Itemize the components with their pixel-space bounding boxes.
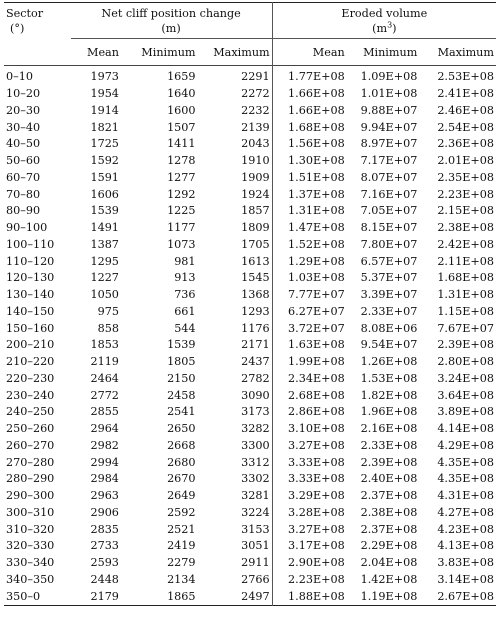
cell-net-minimum: 2419 <box>167 539 196 553</box>
sector-label: Sector <box>6 7 44 20</box>
cell-net-mean: 2772 <box>90 388 119 402</box>
cell-volume-minimum: 2.16E+08 <box>360 422 418 436</box>
cell-volume-mean: 2.23E+08 <box>272 572 347 589</box>
cell-volume-mean: 2.68E+08 <box>272 387 347 404</box>
cell-net-mean: 1725 <box>90 137 119 151</box>
cell-volume-mean: 1.37E+08 <box>272 186 347 203</box>
cell-sector: 310–320 <box>6 522 55 536</box>
table-row <box>4 103 496 120</box>
cell-volume-maximum: 4.13E+08 <box>437 539 494 553</box>
cell-volume-maximum: 4.35E+08 <box>437 455 494 469</box>
table-row <box>4 454 496 471</box>
cell-volume-maximum: 2.01E+08 <box>437 154 494 168</box>
cell-sector: 250–260 <box>6 422 55 436</box>
sector-header <box>4 3 71 66</box>
cell-volume-minimum: 2.40E+08 <box>360 472 418 486</box>
cell-net-mean: 2448 <box>90 572 119 586</box>
cell-volume-maximum: 2.39E+08 <box>437 338 494 352</box>
table-row <box>4 119 496 136</box>
cell-volume-minimum: 1.01E+08 <box>360 87 418 101</box>
table-body <box>4 66 496 606</box>
cell-sector: 60–70 <box>6 170 41 184</box>
cell-volume-minimum: 9.88E+07 <box>360 103 418 117</box>
cell-sector: 280–290 <box>6 472 55 486</box>
cell-volume-minimum: 8.08E+06 <box>360 321 418 335</box>
cell-net-minimum: 2458 <box>167 388 196 402</box>
table-row <box>4 438 496 455</box>
cell-net-mean: 1387 <box>90 237 119 251</box>
cell-volume-minimum: 2.38E+08 <box>360 505 418 519</box>
cell-sector: 230–240 <box>6 388 55 402</box>
cell-volume-minimum: 3.39E+07 <box>360 288 418 302</box>
cell-volume-maximum: 3.83E+08 <box>437 556 494 570</box>
table-row <box>4 270 496 287</box>
cell-net-maximum: 1924 <box>241 187 270 201</box>
cell-volume-minimum: 1.19E+08 <box>360 589 418 603</box>
cell-net-minimum: 661 <box>174 304 196 318</box>
cell-sector: 10–20 <box>6 87 41 101</box>
net-cliff-title: Net cliff position change <box>101 7 241 20</box>
cell-volume-maximum: 2.53E+08 <box>437 70 494 84</box>
cell-net-mean: 2906 <box>90 505 119 519</box>
table-row <box>4 337 496 354</box>
cell-volume-maximum: 4.14E+08 <box>437 422 494 436</box>
cell-sector: 270–280 <box>6 455 55 469</box>
cell-volume-minimum: 1.53E+08 <box>360 371 418 385</box>
cell-volume-minimum: 2.33E+08 <box>360 438 418 452</box>
cell-sector: 80–90 <box>6 204 41 218</box>
cell-net-maximum: 1705 <box>241 237 270 251</box>
table-row <box>4 421 496 438</box>
cell-volume-minimum: 9.54E+07 <box>360 338 418 352</box>
cell-volume-maximum: 3.14E+08 <box>437 572 494 586</box>
cell-net-minimum: 1659 <box>167 70 196 84</box>
cell-net-minimum: 1411 <box>167 137 196 151</box>
cell-net-minimum: 1277 <box>167 170 196 184</box>
cliff-erosion-table <box>4 2 496 606</box>
cell-volume-mean: 1.56E+08 <box>272 136 347 153</box>
table-row <box>4 320 496 337</box>
cell-net-mean: 1591 <box>90 170 119 184</box>
table-row <box>4 471 496 488</box>
cell-volume-maximum: 3.24E+08 <box>437 371 494 385</box>
table-row <box>4 354 496 371</box>
cell-volume-minimum: 7.17E+07 <box>360 154 418 168</box>
cell-net-mean: 975 <box>97 304 119 318</box>
table-row <box>4 371 496 388</box>
table-row <box>4 66 496 86</box>
cell-net-maximum: 1613 <box>241 254 270 268</box>
table-row <box>4 237 496 254</box>
cell-net-maximum: 1368 <box>241 288 270 302</box>
table-row <box>4 572 496 589</box>
cell-sector: 210–220 <box>6 355 55 369</box>
cell-net-maximum: 2782 <box>241 371 270 385</box>
cell-volume-minimum: 7.05E+07 <box>360 204 418 218</box>
cell-volume-mean: 1.66E+08 <box>272 86 347 103</box>
cell-volume-minimum: 2.39E+08 <box>360 455 418 469</box>
cell-net-minimum: 2650 <box>167 422 196 436</box>
eroded-volume-unit: $(m^3)$ <box>372 20 397 35</box>
cell-volume-minimum: 8.15E+07 <box>360 221 418 235</box>
cell-volume-mean: 3.33E+08 <box>272 471 347 488</box>
cell-volume-maximum: 1.68E+08 <box>437 271 494 285</box>
cell-sector: 100–110 <box>6 237 55 251</box>
cell-net-mean: 1539 <box>90 204 119 218</box>
table-row <box>4 203 496 220</box>
cell-volume-mean: 3.29E+08 <box>272 488 347 505</box>
cell-net-mean: 1606 <box>90 187 119 201</box>
cell-volume-mean: 3.27E+08 <box>272 438 347 455</box>
cell-volume-minimum: 2.29E+08 <box>360 539 418 553</box>
cell-volume-mean: 3.72E+07 <box>272 320 347 337</box>
cell-volume-minimum: 2.04E+08 <box>360 556 418 570</box>
cell-volume-minimum: 2.33E+07 <box>360 304 418 318</box>
table-row <box>4 153 496 170</box>
cell-net-mean: 1973 <box>90 70 119 84</box>
cell-volume-mean: 1.03E+08 <box>272 270 347 287</box>
cell-net-minimum: 1292 <box>167 187 196 201</box>
sector-unit: (°) <box>10 22 25 35</box>
cell-sector: 140–150 <box>6 304 55 318</box>
cell-net-maximum: 1293 <box>241 304 270 318</box>
cell-volume-maximum: 4.27E+08 <box>437 505 494 519</box>
cell-net-maximum: 3173 <box>241 405 270 419</box>
cell-sector: 320–330 <box>6 539 55 553</box>
cell-net-minimum: 1539 <box>167 338 196 352</box>
cell-net-maximum: 1910 <box>241 154 270 168</box>
cell-volume-minimum: 2.37E+08 <box>360 489 418 503</box>
cell-sector: 150–160 <box>6 321 55 335</box>
cell-net-maximum: 2291 <box>241 70 270 84</box>
cell-net-mean: 2963 <box>90 489 119 503</box>
cell-volume-maximum: 4.35E+08 <box>437 472 494 486</box>
cell-net-maximum: 3090 <box>241 388 270 402</box>
cell-volume-minimum: 9.94E+07 <box>360 120 418 134</box>
cell-net-minimum: 1640 <box>167 87 196 101</box>
table-row <box>4 505 496 522</box>
cell-volume-mean: 2.86E+08 <box>272 404 347 421</box>
cell-net-maximum: 3282 <box>241 422 270 436</box>
cell-volume-mean: 1.30E+08 <box>272 153 347 170</box>
cell-net-minimum: 2680 <box>167 455 196 469</box>
cell-net-maximum: 2043 <box>241 137 270 151</box>
cell-net-mean: 2982 <box>90 438 119 452</box>
cell-volume-maximum: 2.46E+08 <box>437 103 494 117</box>
table-row <box>4 304 496 321</box>
cell-volume-maximum: 2.54E+08 <box>437 120 494 134</box>
cell-sector: 340–350 <box>6 572 55 586</box>
net-cliff-unit: (m) <box>161 22 181 35</box>
cell-volume-minimum: 5.37E+07 <box>360 271 418 285</box>
cell-net-maximum: 1909 <box>241 170 270 184</box>
cell-volume-maximum: 3.64E+08 <box>437 388 494 402</box>
table-row <box>4 86 496 103</box>
cell-net-mean: 1227 <box>90 271 119 285</box>
cell-volume-maximum: 2.36E+08 <box>437 137 494 151</box>
cell-net-maximum: 1176 <box>241 321 270 335</box>
col-header-net-mean: Mean <box>86 45 119 59</box>
cell-net-maximum: 3312 <box>241 455 270 469</box>
cell-net-maximum: 3224 <box>241 505 270 519</box>
cell-net-maximum: 3051 <box>241 539 270 553</box>
cell-volume-mean: 1.88E+08 <box>272 588 347 605</box>
cell-volume-mean: 1.31E+08 <box>272 203 347 220</box>
cell-volume-maximum: 1.31E+08 <box>437 288 494 302</box>
cell-net-mean: 2119 <box>90 355 119 369</box>
cell-net-maximum: 2232 <box>241 103 270 117</box>
table-row <box>4 136 496 153</box>
cell-net-minimum: 2279 <box>167 556 196 570</box>
cell-net-maximum: 2272 <box>241 87 270 101</box>
cell-sector: 110–120 <box>6 254 55 268</box>
cell-volume-mean: 2.34E+08 <box>272 371 347 388</box>
cell-net-mean: 1853 <box>90 338 119 352</box>
cell-net-mean: 2855 <box>90 405 119 419</box>
cell-net-minimum: 981 <box>174 254 196 268</box>
table-row <box>4 220 496 237</box>
cell-volume-maximum: 4.29E+08 <box>437 438 494 452</box>
cell-net-mean: 2179 <box>90 589 119 603</box>
cell-sector: 20–30 <box>6 103 41 117</box>
cell-net-maximum: 3302 <box>241 472 270 486</box>
cell-net-mean: 1295 <box>90 254 119 268</box>
table-row <box>4 521 496 538</box>
cell-net-maximum: 2139 <box>241 120 270 134</box>
cell-net-maximum: 3153 <box>241 522 270 536</box>
cell-net-mean: 1050 <box>90 288 119 302</box>
table-row <box>4 488 496 505</box>
cell-volume-mean: 3.10E+08 <box>272 421 347 438</box>
table-header <box>4 3 496 66</box>
col-header-volume-mean: Mean <box>272 39 347 66</box>
cell-net-minimum: 2670 <box>167 472 196 486</box>
cell-volume-mean: 1.63E+08 <box>272 337 347 354</box>
table-row <box>4 555 496 572</box>
cell-net-minimum: 1600 <box>167 103 196 117</box>
col-header-volume-minimum: Minimum <box>363 45 418 59</box>
cell-sector: 70–80 <box>6 187 41 201</box>
table-row <box>4 387 496 404</box>
cell-sector: 120–130 <box>6 271 55 285</box>
cell-sector: 300–310 <box>6 505 55 519</box>
cell-volume-minimum: 8.07E+07 <box>360 170 418 184</box>
cell-net-mean: 2994 <box>90 455 119 469</box>
cell-net-minimum: 2134 <box>167 572 196 586</box>
cell-net-maximum: 3281 <box>241 489 270 503</box>
cell-sector: 50–60 <box>6 154 41 168</box>
cell-volume-minimum: 7.16E+07 <box>360 187 418 201</box>
cell-net-mean: 1491 <box>90 221 119 235</box>
cell-volume-mean: 1.47E+08 <box>272 220 347 237</box>
cell-volume-minimum: 1.96E+08 <box>360 405 418 419</box>
cell-volume-mean: 7.77E+07 <box>272 287 347 304</box>
cell-volume-mean: 3.33E+08 <box>272 454 347 471</box>
cell-volume-mean: 1.66E+08 <box>272 103 347 120</box>
cell-net-maximum: 2437 <box>241 355 270 369</box>
cell-volume-minimum: 1.82E+08 <box>360 388 418 402</box>
cell-sector: 220–230 <box>6 371 55 385</box>
cell-volume-minimum: 8.97E+07 <box>360 137 418 151</box>
eroded-volume-header <box>272 3 496 39</box>
cell-volume-maximum: 4.31E+08 <box>437 489 494 503</box>
cell-volume-mean: 1.51E+08 <box>272 170 347 187</box>
cell-volume-mean: 1.29E+08 <box>272 253 347 270</box>
cell-sector: 200–210 <box>6 338 55 352</box>
cell-volume-maximum: 2.35E+08 <box>437 170 494 184</box>
cell-net-maximum: 2766 <box>241 572 270 586</box>
cell-volume-mean: 1.99E+08 <box>272 354 347 371</box>
cell-net-mean: 1592 <box>90 154 119 168</box>
cell-net-minimum: 2649 <box>167 489 196 503</box>
cell-sector: 30–40 <box>6 120 41 134</box>
table-row <box>4 186 496 203</box>
cell-net-mean: 2593 <box>90 556 119 570</box>
cell-sector: 330–340 <box>6 556 55 570</box>
table-row <box>4 287 496 304</box>
cell-net-minimum: 1507 <box>167 120 196 134</box>
cell-volume-minimum: 1.26E+08 <box>360 355 418 369</box>
cell-volume-maximum: 2.80E+08 <box>437 355 494 369</box>
cell-volume-maximum: 2.42E+08 <box>437 237 494 251</box>
cell-sector: 130–140 <box>6 288 55 302</box>
cell-volume-mean: 1.77E+08 <box>272 66 347 86</box>
cell-volume-maximum: 2.15E+08 <box>437 204 494 218</box>
cell-net-minimum: 2668 <box>167 438 196 452</box>
table-row <box>4 588 496 605</box>
cell-net-mean: 2984 <box>90 472 119 486</box>
cell-net-maximum: 2911 <box>241 556 270 570</box>
cell-volume-minimum: 2.37E+08 <box>360 522 418 536</box>
cell-net-maximum: 1857 <box>241 204 270 218</box>
cell-net-minimum: 2592 <box>167 505 196 519</box>
cell-volume-mean: 3.27E+08 <box>272 521 347 538</box>
cell-net-minimum: 2521 <box>167 522 196 536</box>
cell-sector: 0–10 <box>6 70 33 84</box>
cell-volume-maximum: 7.67E+07 <box>437 321 494 335</box>
cell-net-mean: 2964 <box>90 422 119 436</box>
net-cliff-header <box>71 3 273 39</box>
cell-net-minimum: 1865 <box>167 589 196 603</box>
table-row <box>4 538 496 555</box>
cell-volume-minimum: 1.42E+08 <box>360 572 418 586</box>
table-row <box>4 404 496 421</box>
cell-net-maximum: 2171 <box>241 338 270 352</box>
cell-net-minimum: 913 <box>174 271 196 285</box>
cell-volume-mean: 3.17E+08 <box>272 538 347 555</box>
cell-sector: 350–0 <box>6 589 41 603</box>
cell-net-mean: 1821 <box>90 120 119 134</box>
cell-net-minimum: 1073 <box>167 237 196 251</box>
cell-sector: 40–50 <box>6 137 41 151</box>
cell-net-minimum: 1278 <box>167 154 196 168</box>
table-row <box>4 253 496 270</box>
cell-volume-maximum: 2.11E+08 <box>437 254 494 268</box>
cell-volume-maximum: 2.41E+08 <box>437 87 494 101</box>
cell-volume-maximum: 2.67E+08 <box>437 589 494 603</box>
cell-net-maximum: 3300 <box>241 438 270 452</box>
col-header-net-maximum: Maximum <box>213 45 270 59</box>
cell-sector: 290–300 <box>6 489 55 503</box>
cell-volume-maximum: 1.15E+08 <box>437 304 494 318</box>
cell-sector: 260–270 <box>6 438 55 452</box>
cell-net-mean: 2733 <box>90 539 119 553</box>
cell-net-mean: 858 <box>97 321 119 335</box>
col-header-volume-maximum: Maximum <box>437 45 494 59</box>
cell-net-mean: 1914 <box>90 103 119 117</box>
cell-net-minimum: 2541 <box>167 405 196 419</box>
cell-net-mean: 2464 <box>90 371 119 385</box>
cell-net-maximum: 1809 <box>241 221 270 235</box>
cell-net-minimum: 1177 <box>167 221 196 235</box>
table-row <box>4 170 496 187</box>
cell-net-mean: 1954 <box>90 87 119 101</box>
cell-volume-maximum: 3.89E+08 <box>437 405 494 419</box>
cell-volume-mean: 1.68E+08 <box>272 119 347 136</box>
cell-volume-minimum: 6.57E+07 <box>360 254 418 268</box>
cell-volume-mean: 1.52E+08 <box>272 237 347 254</box>
cell-volume-maximum: 2.38E+08 <box>437 221 494 235</box>
cell-volume-maximum: 2.23E+08 <box>437 187 494 201</box>
cell-sector: 90–100 <box>6 221 48 235</box>
cell-net-minimum: 544 <box>174 321 196 335</box>
cell-volume-mean: 2.90E+08 <box>272 555 347 572</box>
cell-net-minimum: 736 <box>174 288 196 302</box>
cell-net-minimum: 1805 <box>167 355 196 369</box>
data-table-container <box>4 2 496 606</box>
cell-net-minimum: 2150 <box>167 371 196 385</box>
cell-net-mean: 2835 <box>90 522 119 536</box>
cell-net-maximum: 2497 <box>241 589 270 603</box>
cell-net-minimum: 1225 <box>167 204 196 218</box>
cell-volume-mean: 6.27E+07 <box>272 304 347 321</box>
col-header-net-minimum: Minimum <box>141 45 196 59</box>
cell-sector: 240–250 <box>6 405 55 419</box>
cell-volume-maximum: 4.23E+08 <box>437 522 494 536</box>
cell-volume-mean: 3.28E+08 <box>272 505 347 522</box>
cell-volume-minimum: 1.09E+08 <box>360 70 418 84</box>
cell-net-maximum: 1545 <box>241 271 270 285</box>
cell-volume-minimum: 7.80E+07 <box>360 237 418 251</box>
eroded-volume-title: Eroded volume <box>341 7 428 20</box>
